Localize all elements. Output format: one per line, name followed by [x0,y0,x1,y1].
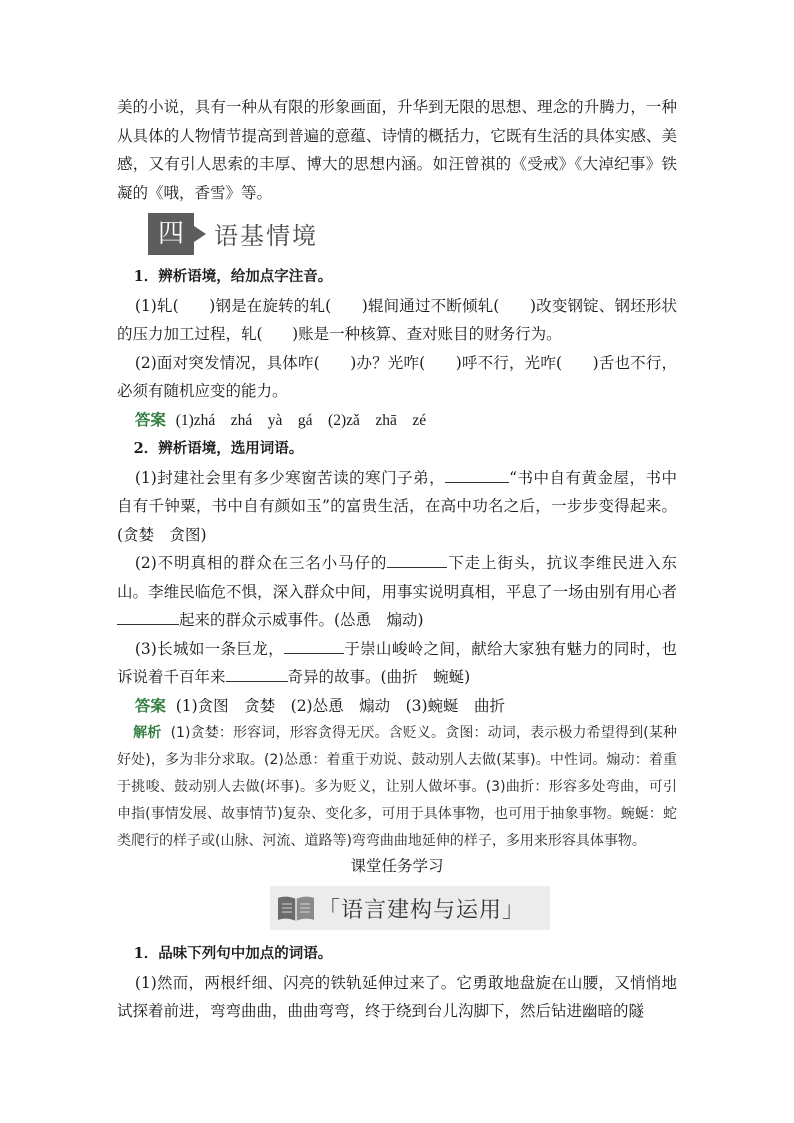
question-2-part-2: (2)不明真相的群众在三名小马仔的 下走上街头，抗议李维民进入东山。李维民临危不惧，深入群众中间，用事实说明真相，平息了一场由别有用心者起来的群众示威事件。(怂恿 煽动) [117,554,677,629]
task-1-title: 1．品味下列句中加点的词语。 [133,945,333,962]
explain-label: 解析 [133,725,162,741]
section-five-content [117,940,677,1026]
section-title: 语基情境 [214,222,318,250]
intro-text: 美的小说，具有一种从有限的形象画面，升华到无限的思想、理念的升腾力，一种从具体的人物情节提高到普遍的意蕴、诗情的概括力，它既有生活的具体实感、美感，又有引人思索的丰厚、博大的思想内涵。如汪曾祺的《受戒》《大淖纪事》铁凝的《哦，香雪》等。 [117,98,677,202]
explain-text: (1)贪婪：形容词，形容贪得无厌。含贬义。贪图：动词，表示极力希望得到(某种好处)，多为非分求取。(2)怂恿：着重于劝说、鼓动别人去做(某事)。中性词。煽动：着重于挑唆、鼓动别人去做(坏事)。多为贬义，让别人做坏事。(3)曲折：形容多处弯曲，可引申指(事情发展、故事情节)复杂、变化多，可用于具体事物，也可用于抽象事物。蜿蜒：蛇类爬行的样子或(山脉、河流、道路等)弯弯曲曲地延伸的样子，多用来形容具体事物。 [117,725,678,849]
intro-paragraph [117,93,677,207]
answer-blank [387,553,447,568]
question-1-title: 1．辨析语境，给加点字注音。 [133,268,333,285]
language-banner [270,886,550,930]
section-four-content [117,263,677,855]
question-1-answer [117,406,677,436]
task-1-part-1: (1)然而，两根纤细、闪亮的铁轨延伸过来了。它勇敢地盘旋在山腰，又悄悄地试探着前进，弯弯曲曲，曲曲弯弯，终于绕到台儿沟脚下，然后钻进幽暗的隧 [117,973,677,1020]
section-number: 四 [157,219,184,249]
classroom-title: 课堂任务学习 [350,857,444,875]
arrow-tab-icon [148,213,194,255]
answer-text: (1)zhá zhá yà gá (2)zǎ zhā zé [175,411,427,429]
question-2-explanation [117,720,677,855]
answer-blank [445,468,509,483]
answer-label: 答案 [134,409,166,429]
answer-text: (1)贪图 贪婪 (2)怂恿 煽动 (3)蜿蜒 曲折 [175,696,506,715]
question-2-part-1: (1)封建社会里有多少寒窗苦读的寒门子弟， “书中自有黄金屋，书中自有千钟粟，书中自有颜如玉”的富贵生活，在高中功名之后，一步步变得起来。(贪婪 贪图) [117,468,677,544]
answer-blank [226,667,288,682]
question-2-answer [117,692,677,721]
open-book-icon [276,895,316,923]
answer-label: 答案 [134,695,166,715]
language-banner-title: 「语言建构与运用」 [318,898,526,923]
answer-blank [284,639,344,654]
answer-blank [117,610,179,625]
question-1-part-1: (1)轧( )钢是在旋转的轧( )辊间通过不断倾轧( )改变钢锭、钢坯形状的压力加工过程，轧( )账是一种核算、查对账目的财务行为。 [117,296,677,343]
question-2-title: 2．辨析语境，选用词语。 [133,440,304,457]
question-1-part-2: (2)面对突发情况，具体咋( )办？光咋( )呼不行，光咋( )舌也不行，必须有随机应变的能力。 [117,353,678,400]
question-2-part-3: (3)长城如一条巨龙， 于崇山峻岭之间，献给大家独有魅力的同时，也诉说着千百年来 奇异的故事。(曲折 蜿蜒) [117,639,677,686]
